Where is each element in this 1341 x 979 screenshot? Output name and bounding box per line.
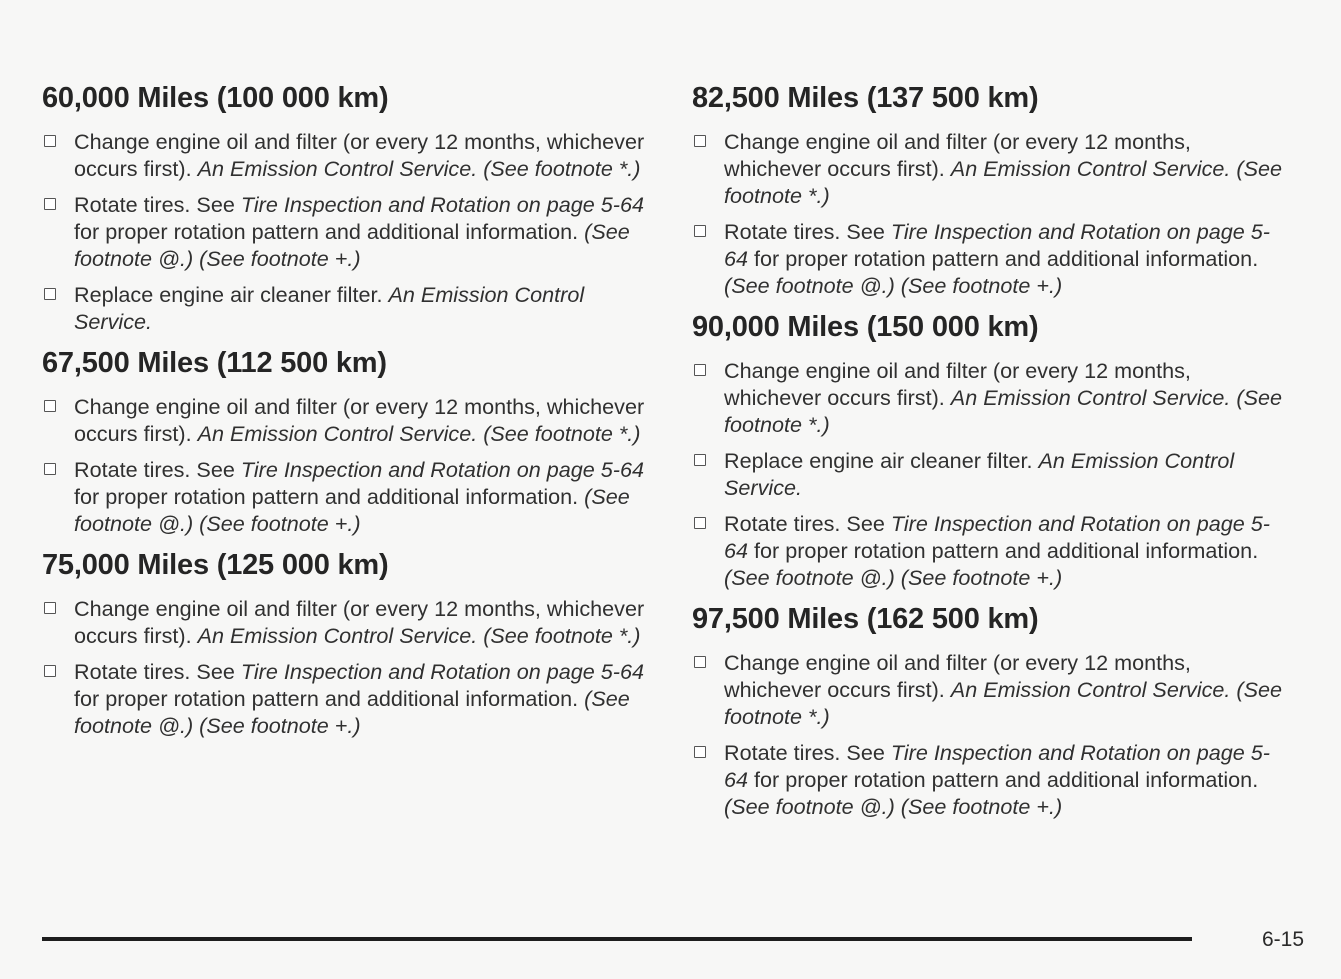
item-text: Rotate tires. See: [724, 219, 891, 244]
item-text: Change engine oil and filter (or every 12 months, whichever occurs first).: [724, 650, 1191, 702]
item-text: Change engine oil and filter (or every 12 months, whichever occurs first).: [724, 129, 1191, 181]
checklist-item-rotate-tires: [692, 218, 1292, 299]
item-note: (See footnote @.) (See footnote +.): [724, 273, 1063, 298]
checklist-item-rotate-tires: [42, 456, 662, 537]
item-note: An Emission Control Service. (See footnote *.): [197, 156, 641, 181]
cross-reference: Tire Inspection and Rotation on page 5-64: [724, 740, 1270, 792]
cross-reference: Tire Inspection and Rotation on page 5-64: [240, 192, 645, 217]
left-column: [42, 80, 662, 749]
cross-reference: Tire Inspection and Rotation on page 5-64: [240, 659, 645, 684]
checkbox-icon: [44, 463, 56, 475]
checkbox-icon: [694, 454, 706, 466]
section-heading: 90,000 Miles (150 000 km): [692, 311, 1039, 343]
checklist-item-oil-change: [692, 649, 1292, 730]
item-text: Change engine oil and filter (or every 12 months, whichever occurs first).: [74, 394, 645, 446]
item-note: An Emission Control Service. (See footnote *.): [197, 421, 641, 446]
section-82500-miles: [692, 80, 1292, 299]
item-note: (See footnote @.) (See footnote +.): [724, 565, 1063, 590]
checkbox-icon: [694, 517, 706, 529]
item-text: Rotate tires. See: [74, 192, 241, 217]
section-67500-miles: [42, 345, 662, 537]
item-note: An Emission Control Service. (See footnote *.): [197, 623, 641, 648]
cross-reference: Tire Inspection and Rotation on page 5-64: [724, 511, 1270, 563]
item-text: Rotate tires. See: [724, 740, 891, 765]
checkbox-icon: [44, 665, 56, 677]
checklist-item-rotate-tires: [692, 739, 1292, 820]
section-heading: 75,000 Miles (125 000 km): [42, 549, 389, 581]
checklist-item-oil-change: [42, 128, 662, 182]
right-column: [692, 80, 1292, 830]
item-text: Change engine oil and filter (or every 12 months, whichever occurs first).: [724, 358, 1191, 410]
checklist-item-oil-change: [692, 357, 1292, 438]
item-text-continued: for proper rotation pattern and additional information.: [748, 767, 1259, 792]
checkbox-icon: [694, 746, 706, 758]
item-note: An Emission Control Service. (See footnote *.): [724, 677, 1283, 729]
item-note: (See footnote @.) (See footnote +.): [74, 484, 630, 536]
item-text-continued: for proper rotation pattern and additional information.: [74, 484, 585, 509]
checklist-item-rotate-tires: [42, 191, 662, 272]
item-note: (See footnote @.) (See footnote +.): [74, 686, 630, 738]
section-97500-miles: [692, 601, 1292, 820]
item-note: An Emission Control Service. (See footnote *.): [724, 156, 1283, 208]
item-text: Rotate tires. See: [74, 457, 241, 482]
checkbox-icon: [44, 135, 56, 147]
section-heading: 97,500 Miles (162 500 km): [692, 603, 1039, 635]
checkbox-icon: [44, 400, 56, 412]
item-text-continued: for proper rotation pattern and additional information.: [74, 686, 585, 711]
item-note: (See footnote @.) (See footnote +.): [74, 219, 630, 271]
checkbox-icon: [44, 198, 56, 210]
checkbox-icon: [694, 225, 706, 237]
section-heading: 82,500 Miles (137 500 km): [692, 82, 1039, 114]
checklist-item-oil-change: [42, 393, 662, 447]
cross-reference: Tire Inspection and Rotation on page 5-64: [240, 457, 645, 482]
item-text: Rotate tires. See: [74, 659, 241, 684]
checklist-item-rotate-tires: [42, 658, 662, 739]
section-heading: 60,000 Miles (100 000 km): [42, 82, 389, 114]
checklist-item-air-filter: [692, 447, 1292, 501]
item-note: (See footnote @.) (See footnote +.): [724, 794, 1063, 819]
checkbox-icon: [694, 656, 706, 668]
section-75000-miles: [42, 547, 662, 739]
item-text-continued: for proper rotation pattern and additional information.: [74, 219, 585, 244]
checklist-item-rotate-tires: [692, 510, 1292, 591]
item-text: Replace engine air cleaner filter.: [74, 282, 389, 307]
checklist-item-oil-change: [692, 128, 1292, 209]
item-note: An Emission Control Service.: [74, 282, 585, 334]
cross-reference: Tire Inspection and Rotation on page 5-64: [724, 219, 1270, 271]
item-text-continued: for proper rotation pattern and additional information.: [748, 246, 1259, 271]
section-heading: 67,500 Miles (112 500 km): [42, 347, 387, 379]
item-text: Replace engine air cleaner filter.: [724, 448, 1039, 473]
footer-rule: [42, 937, 1192, 941]
item-note: An Emission Control Service. (See footnote *.): [724, 385, 1283, 437]
checkbox-icon: [44, 602, 56, 614]
checkbox-icon: [694, 135, 706, 147]
checkbox-icon: [694, 364, 706, 376]
page-number: 6-15: [1261, 928, 1304, 951]
item-text: Change engine oil and filter (or every 12 months, whichever occurs first).: [74, 129, 645, 181]
section-90000-miles: [692, 309, 1292, 591]
checkbox-icon: [44, 288, 56, 300]
checklist-item-oil-change: [42, 595, 662, 649]
checklist-item-air-filter: [42, 281, 662, 335]
item-text: Change engine oil and filter (or every 12 months, whichever occurs first).: [74, 596, 645, 648]
item-note: An Emission Control Service.: [724, 448, 1235, 500]
section-60000-miles: [42, 80, 662, 335]
item-text: Rotate tires. See: [724, 511, 891, 536]
item-text-continued: for proper rotation pattern and additional information.: [748, 538, 1259, 563]
